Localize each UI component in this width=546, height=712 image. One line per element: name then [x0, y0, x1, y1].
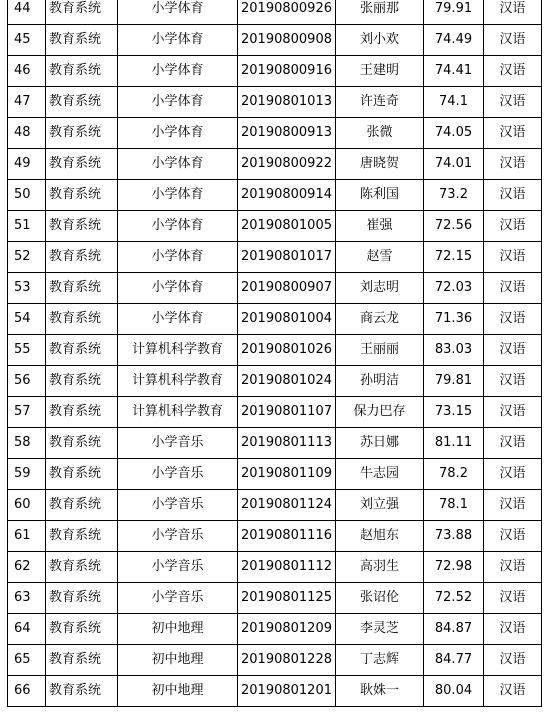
table-row: [8, 645, 542, 676]
table-row: [8, 614, 542, 645]
position-cell: 初中地理: [118, 614, 238, 645]
table-row: [8, 25, 542, 56]
system-cell: 教育系统: [46, 242, 118, 273]
position-cell: 小学音乐: [118, 459, 238, 490]
score-cell: 74.1: [424, 87, 484, 118]
table-row: [8, 552, 542, 583]
language-cell: 汉语: [484, 490, 542, 521]
table-row: [8, 273, 542, 304]
language-cell: 汉语: [484, 676, 542, 707]
score-cell: 74.49: [424, 25, 484, 56]
system-cell: 教育系统: [46, 552, 118, 583]
language-cell: 汉语: [484, 118, 542, 149]
score-cell: 78.2: [424, 459, 484, 490]
table-row: [8, 0, 542, 25]
system-cell: 教育系统: [46, 490, 118, 521]
position-cell: 小学体育: [118, 87, 238, 118]
position-cell: 初中地理: [118, 645, 238, 676]
position-cell: 小学音乐: [118, 521, 238, 552]
row-number-cell: 44: [8, 0, 46, 25]
score-cell: 79.81: [424, 366, 484, 397]
candidate-name-cell: 许连奇: [336, 87, 424, 118]
position-cell: 小学体育: [118, 304, 238, 335]
position-cell: 小学体育: [118, 273, 238, 304]
table-row: [8, 180, 542, 211]
table-row: [8, 87, 542, 118]
exam-id-cell: 20190801017: [238, 242, 336, 273]
system-cell: 教育系统: [46, 118, 118, 149]
row-number-cell: 46: [8, 56, 46, 87]
row-number-cell: 50: [8, 180, 46, 211]
row-number-cell: 48: [8, 118, 46, 149]
system-cell: 教育系统: [46, 25, 118, 56]
position-cell: 小学体育: [118, 0, 238, 25]
score-cell: 71.36: [424, 304, 484, 335]
table-row: [8, 583, 542, 614]
language-cell: 汉语: [484, 56, 542, 87]
score-cell: 73.88: [424, 521, 484, 552]
row-number-cell: 62: [8, 552, 46, 583]
row-number-cell: 56: [8, 366, 46, 397]
row-number-cell: 57: [8, 397, 46, 428]
system-cell: 教育系统: [46, 304, 118, 335]
table-row: [8, 335, 542, 366]
candidate-name-cell: 张诏伦: [336, 583, 424, 614]
language-cell: 汉语: [484, 273, 542, 304]
position-cell: 计算机科学教育: [118, 335, 238, 366]
language-cell: 汉语: [484, 552, 542, 583]
score-cell: 72.52: [424, 583, 484, 614]
candidate-name-cell: 赵旭东: [336, 521, 424, 552]
table-row: [8, 490, 542, 521]
language-cell: 汉语: [484, 428, 542, 459]
table-row: [8, 428, 542, 459]
table-row: [8, 149, 542, 180]
language-cell: 汉语: [484, 25, 542, 56]
exam-id-cell: 20190800913: [238, 118, 336, 149]
table-row: [8, 304, 542, 335]
exam-id-cell: 20190800922: [238, 149, 336, 180]
language-cell: 汉语: [484, 583, 542, 614]
row-number-cell: 64: [8, 614, 46, 645]
position-cell: 初中地理: [118, 676, 238, 707]
table-row: [8, 366, 542, 397]
system-cell: 教育系统: [46, 676, 118, 707]
score-cell: 79.91: [424, 0, 484, 25]
score-cell: 80.04: [424, 676, 484, 707]
exam-id-cell: 20190801013: [238, 87, 336, 118]
score-cell: 74.41: [424, 56, 484, 87]
candidate-name-cell: 李灵芝: [336, 614, 424, 645]
position-cell: 小学体育: [118, 25, 238, 56]
row-number-cell: 66: [8, 676, 46, 707]
language-cell: 汉语: [484, 335, 542, 366]
system-cell: 教育系统: [46, 397, 118, 428]
candidate-name-cell: 苏日娜: [336, 428, 424, 459]
position-cell: 小学体育: [118, 180, 238, 211]
exam-id-cell: 20190801024: [238, 366, 336, 397]
system-cell: 教育系统: [46, 87, 118, 118]
score-cell: 72.56: [424, 211, 484, 242]
system-cell: 教育系统: [46, 56, 118, 87]
exam-id-cell: 20190801109: [238, 459, 336, 490]
candidate-name-cell: 张丽那: [336, 0, 424, 25]
score-cell: 72.98: [424, 552, 484, 583]
exam-id-cell: 20190801124: [238, 490, 336, 521]
position-cell: 小学体育: [118, 242, 238, 273]
candidate-name-cell: 陈利国: [336, 180, 424, 211]
candidate-name-cell: 王丽丽: [336, 335, 424, 366]
table-row: [8, 56, 542, 87]
candidate-name-cell: 刘立强: [336, 490, 424, 521]
exam-id-cell: 20190801107: [238, 397, 336, 428]
exam-id-cell: 20190801004: [238, 304, 336, 335]
row-number-cell: 54: [8, 304, 46, 335]
row-number-cell: 45: [8, 25, 46, 56]
exam-id-cell: 20190801026: [238, 335, 336, 366]
candidate-name-cell: 王建明: [336, 56, 424, 87]
row-number-cell: 51: [8, 211, 46, 242]
exam-id-cell: 20190801116: [238, 521, 336, 552]
system-cell: 教育系统: [46, 149, 118, 180]
position-cell: 小学音乐: [118, 583, 238, 614]
row-number-cell: 63: [8, 583, 46, 614]
candidate-name-cell: 丁志辉: [336, 645, 424, 676]
language-cell: 汉语: [484, 87, 542, 118]
position-cell: 小学音乐: [118, 428, 238, 459]
language-cell: 汉语: [484, 397, 542, 428]
table-row: [8, 521, 542, 552]
system-cell: 教育系统: [46, 614, 118, 645]
language-cell: 汉语: [484, 459, 542, 490]
system-cell: 教育系统: [46, 583, 118, 614]
system-cell: 教育系统: [46, 459, 118, 490]
row-number-cell: 47: [8, 87, 46, 118]
table-row: [8, 397, 542, 428]
candidate-name-cell: 刘小欢: [336, 25, 424, 56]
score-cell: 73.15: [424, 397, 484, 428]
exam-id-cell: 20190801113: [238, 428, 336, 459]
system-cell: 教育系统: [46, 0, 118, 25]
table-body: [8, 0, 542, 707]
candidate-name-cell: 商云龙: [336, 304, 424, 335]
language-cell: 汉语: [484, 521, 542, 552]
candidate-name-cell: 牛志园: [336, 459, 424, 490]
exam-id-cell: 20190800926: [238, 0, 336, 25]
position-cell: 计算机科学教育: [118, 366, 238, 397]
candidate-name-cell: 唐晓贺: [336, 149, 424, 180]
exam-id-cell: 20190801005: [238, 211, 336, 242]
table-row: [8, 676, 542, 707]
language-cell: 汉语: [484, 242, 542, 273]
row-number-cell: 61: [8, 521, 46, 552]
candidate-name-cell: 崔强: [336, 211, 424, 242]
language-cell: 汉语: [484, 0, 542, 25]
exam-id-cell: 20190800907: [238, 273, 336, 304]
system-cell: 教育系统: [46, 428, 118, 459]
score-cell: 78.1: [424, 490, 484, 521]
score-cell: 83.03: [424, 335, 484, 366]
table-row: [8, 242, 542, 273]
table-row: [8, 459, 542, 490]
row-number-cell: 65: [8, 645, 46, 676]
candidate-name-cell: 刘志明: [336, 273, 424, 304]
score-cell: 81.11: [424, 428, 484, 459]
exam-id-cell: 20190800916: [238, 56, 336, 87]
position-cell: 计算机科学教育: [118, 397, 238, 428]
system-cell: 教育系统: [46, 366, 118, 397]
candidate-name-cell: 保力巴存: [336, 397, 424, 428]
score-cell: 74.05: [424, 118, 484, 149]
row-number-cell: 60: [8, 490, 46, 521]
score-cell: 73.2: [424, 180, 484, 211]
exam-id-cell: 20190801209: [238, 614, 336, 645]
exam-id-cell: 20190801228: [238, 645, 336, 676]
score-cell: 72.15: [424, 242, 484, 273]
results-table: [7, 0, 542, 707]
position-cell: 小学体育: [118, 118, 238, 149]
system-cell: 教育系统: [46, 211, 118, 242]
table-row: [8, 118, 542, 149]
language-cell: 汉语: [484, 211, 542, 242]
position-cell: 小学体育: [118, 56, 238, 87]
score-cell: 74.01: [424, 149, 484, 180]
system-cell: 教育系统: [46, 521, 118, 552]
language-cell: 汉语: [484, 645, 542, 676]
candidate-name-cell: 赵雪: [336, 242, 424, 273]
language-cell: 汉语: [484, 366, 542, 397]
score-cell: 84.87: [424, 614, 484, 645]
exam-id-cell: 20190800914: [238, 180, 336, 211]
row-number-cell: 53: [8, 273, 46, 304]
row-number-cell: 59: [8, 459, 46, 490]
exam-id-cell: 20190801125: [238, 583, 336, 614]
system-cell: 教育系统: [46, 335, 118, 366]
score-cell: 72.03: [424, 273, 484, 304]
row-number-cell: 49: [8, 149, 46, 180]
position-cell: 小学体育: [118, 149, 238, 180]
system-cell: 教育系统: [46, 645, 118, 676]
row-number-cell: 52: [8, 242, 46, 273]
language-cell: 汉语: [484, 614, 542, 645]
system-cell: 教育系统: [46, 180, 118, 211]
language-cell: 汉语: [484, 149, 542, 180]
position-cell: 小学体育: [118, 211, 238, 242]
exam-id-cell: 20190801201: [238, 676, 336, 707]
candidate-name-cell: 张微: [336, 118, 424, 149]
candidate-name-cell: 高羽生: [336, 552, 424, 583]
table-row: [8, 211, 542, 242]
position-cell: 小学音乐: [118, 552, 238, 583]
language-cell: 汉语: [484, 180, 542, 211]
exam-id-cell: 20190800908: [238, 25, 336, 56]
row-number-cell: 58: [8, 428, 46, 459]
candidate-name-cell: 孙明洁: [336, 366, 424, 397]
system-cell: 教育系统: [46, 273, 118, 304]
exam-id-cell: 20190801112: [238, 552, 336, 583]
language-cell: 汉语: [484, 304, 542, 335]
position-cell: 小学音乐: [118, 490, 238, 521]
score-cell: 84.77: [424, 645, 484, 676]
candidate-name-cell: 耿姝一: [336, 676, 424, 707]
row-number-cell: 55: [8, 335, 46, 366]
